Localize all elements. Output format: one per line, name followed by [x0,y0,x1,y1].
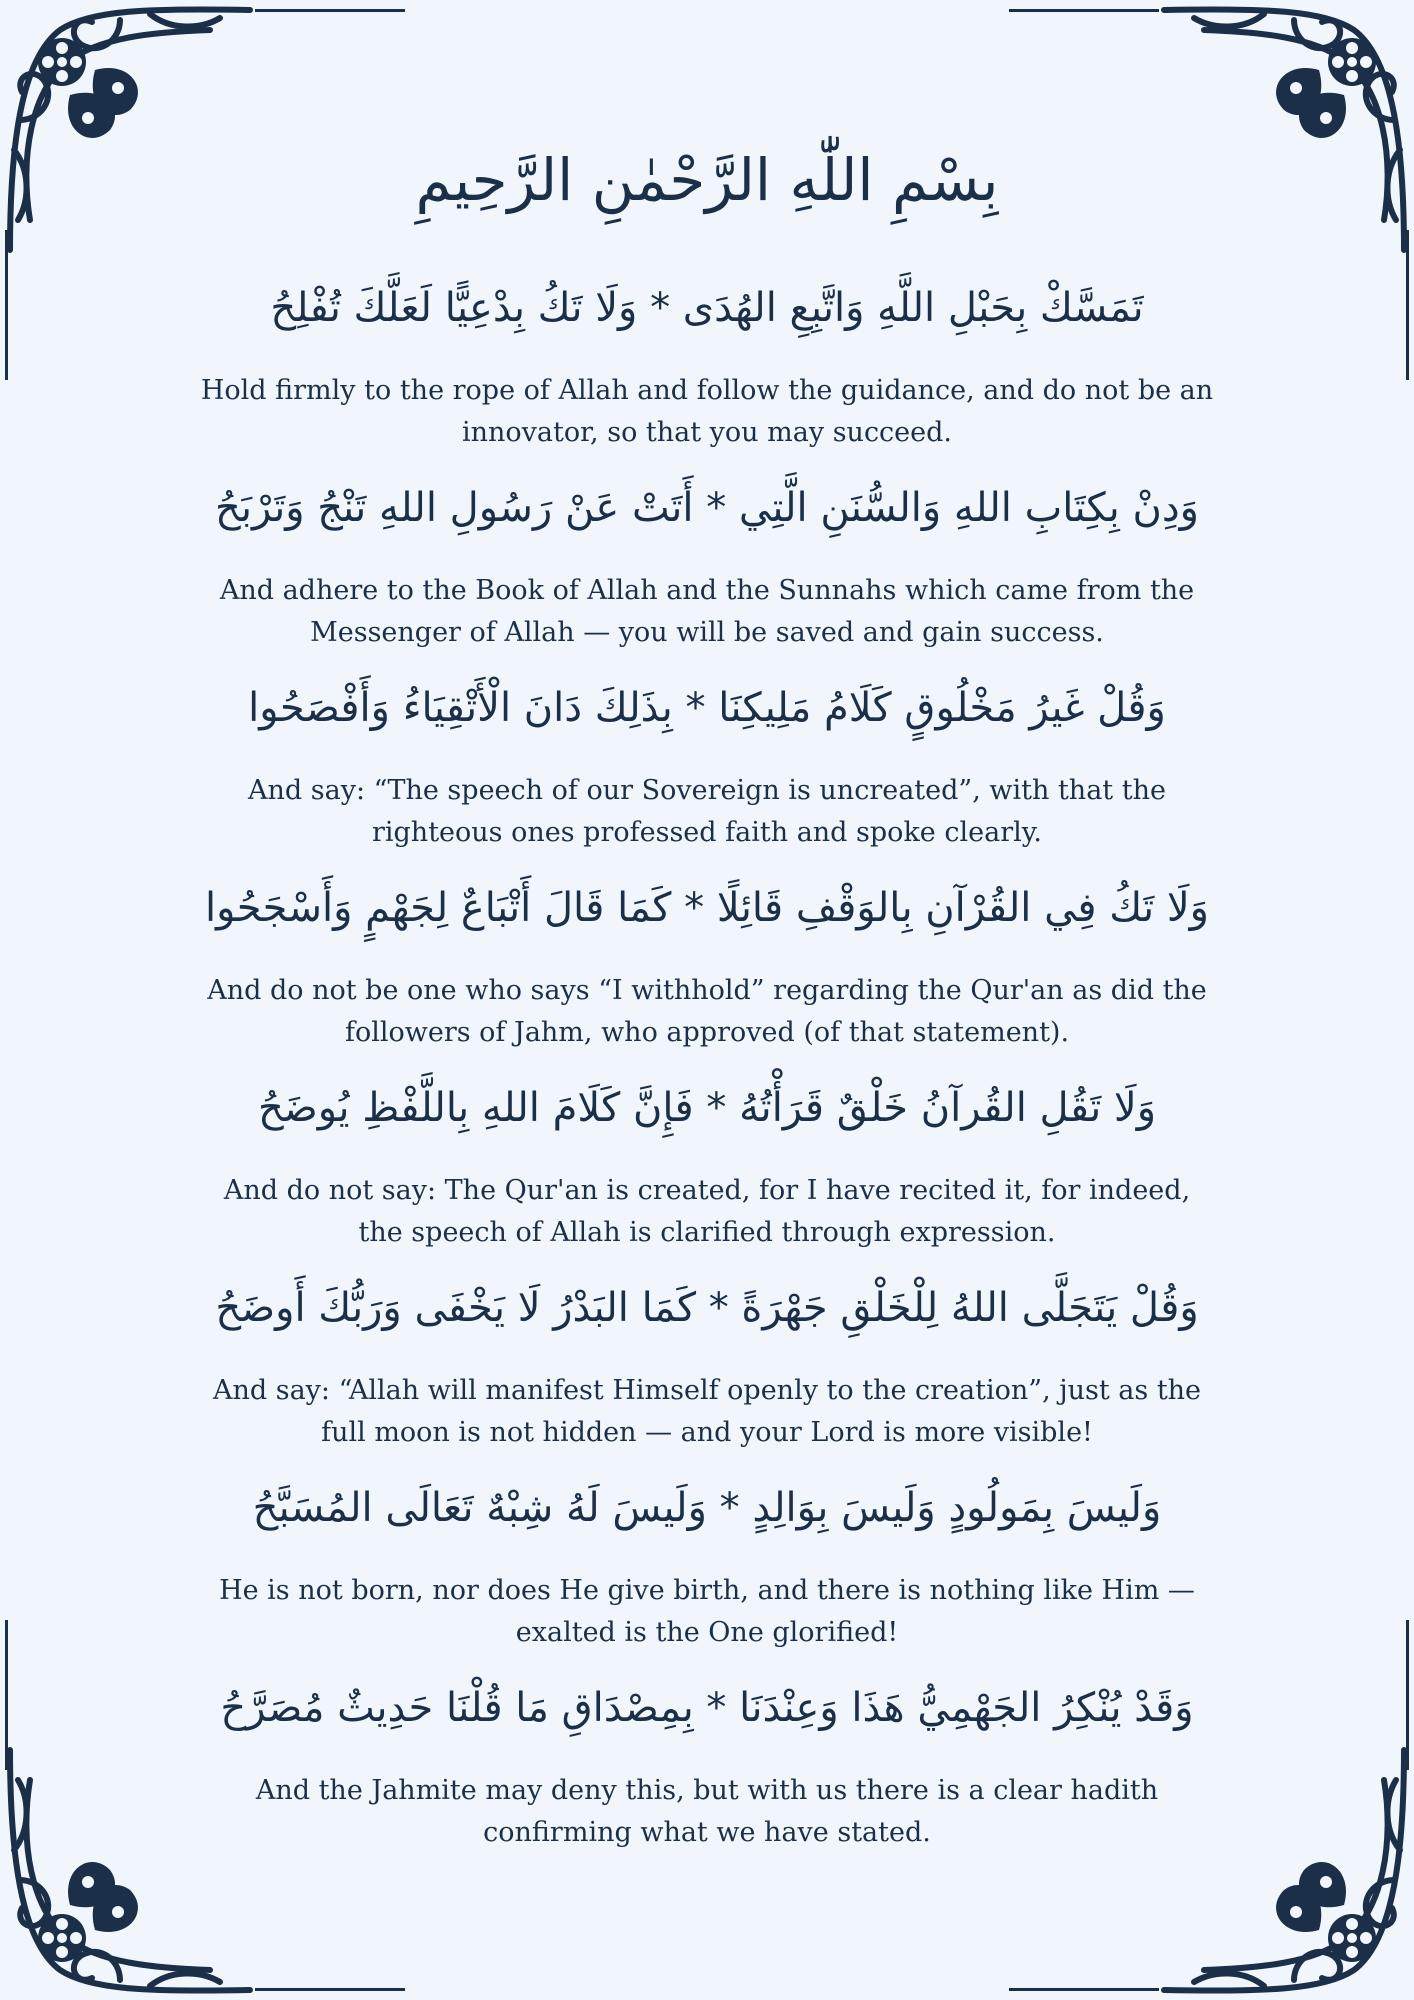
verse-translation: And do not be one who says “I withhold” regarding the Qur'an as did the followers of Jahm, who approved (of that statement). [207,975,1207,1048]
verse-translation: And adhere to the Book of Allah and the Sunnahs which came from the Messenger of Allah — you will be saved and gain success. [219,575,1195,648]
verse-list [200,268,1214,1868]
verse-arabic: وَقُلْ يَتَجَلَّى اللهُ لِلْخَلْقِ جَهْرَةً * كَمَا البَدْرُ لَا يَخْفَى وَرَبُّكَ أَوضَحُ [215,1285,1199,1331]
verse-translation: Hold firmly to the rope of Allah and follow the guidance, and do not be an innovator, so that you may succeed. [200,375,1214,448]
verse-translation: And say: “Allah will manifest Himself openly to the creation”, just as the full moon is not hidden — and your Lord is more visible! [212,1375,1202,1448]
border-rule-bottom-left [255,1988,405,1991]
verse-translation: And say: “The speech of our Sovereign is uncreated”, with that the righteous ones professed faith and spoke clearly. [248,775,1166,848]
border-rule-right-top [1406,230,1409,380]
verse-arabic: وَقُلْ غَيرُ مَخْلُوقٍ كَلَامُ مَلِيكِنَا * بِذَلِكَ دَانَ الْأَتْقِيَاءُ وَأَفْصَحُوا [248,685,1166,731]
verse-1 [200,268,1214,468]
border-rule-left-bottom [5,1620,8,1770]
border-rule-right-bottom [1406,1620,1409,1770]
ornament-corner-top-right [1154,0,1414,260]
verse-arabic: وَلَا تَقُلِ القُرآنُ خَلْقٌ قَرَأْتُهُ * فَإِنَّ كَلَامَ اللهِ بِاللَّفْظِ يُوضَحُ [257,1085,1157,1131]
verse-6 [200,1268,1214,1468]
border-rule-top-right [1009,9,1159,12]
verse-translation: He is not born, nor does He give birth, and there is nothing like Him — exalted is the One glorified! [219,1575,1195,1648]
ornament-corner-top-left [0,0,260,260]
border-rule-top-left [255,9,405,12]
verse-3 [200,668,1214,868]
verse-arabic: وَقَدْ يُنْكِرُ الجَهْمِيُّ هَذَا وَعِنْدَنَا * بِمِصْدَاقِ مَا قُلْنَا حَدِيثٌ مُصَرَّحُ [220,1685,1194,1731]
verse-arabic: تَمَسَّكْ بِحَبْلِ اللَّهِ وَاتَّبِعِ الهُدَى * وَلَا تَكُ بِدْعِيًّا لَعَلَّكَ تُفْلِحُ [270,285,1144,331]
verse-arabic: وَلَا تَكُ فِي القُرْآنِ بِالوَقْفِ قَائِلًا * كَمَا قَالَ أَتْبَاعٌ لِجَهْمٍ وَأَسْجَحُوا [205,885,1209,931]
verse-5 [200,1068,1214,1268]
verse-arabic: وَدِنْ بِكِتَابِ اللهِ وَالسُّنَنِ الَّتِي * أَتَتْ عَنْ رَسُولِ اللهِ تَنْجُ وَتَرْبَحُ [215,485,1199,531]
border-rule-left-top [5,230,8,380]
basmala-heading: بِسْمِ اللّٰهِ الرَّحْمٰنِ الرَّحِيمِ [415,146,999,214]
verse-translation: And the Jahmite may deny this, but with us there is a clear hadith confirming what we have stated. [255,1775,1159,1848]
border-rule-bottom-right [1009,1988,1159,1991]
verse-2 [200,468,1214,668]
verse-7 [200,1468,1214,1668]
verse-8 [200,1668,1214,1868]
verse-translation: And do not say: The Qur'an is created, for I have recited it, for indeed, the speech of Allah is clarified through expression. [223,1175,1191,1248]
verse-arabic: وَلَيسَ بِمَولُودٍ وَلَيسَ بِوَالِدٍ * وَلَيسَ لَهُ شِبْهٌ تَعَالَى المُسَبَّحُ [252,1485,1162,1531]
verse-4 [200,868,1214,1068]
